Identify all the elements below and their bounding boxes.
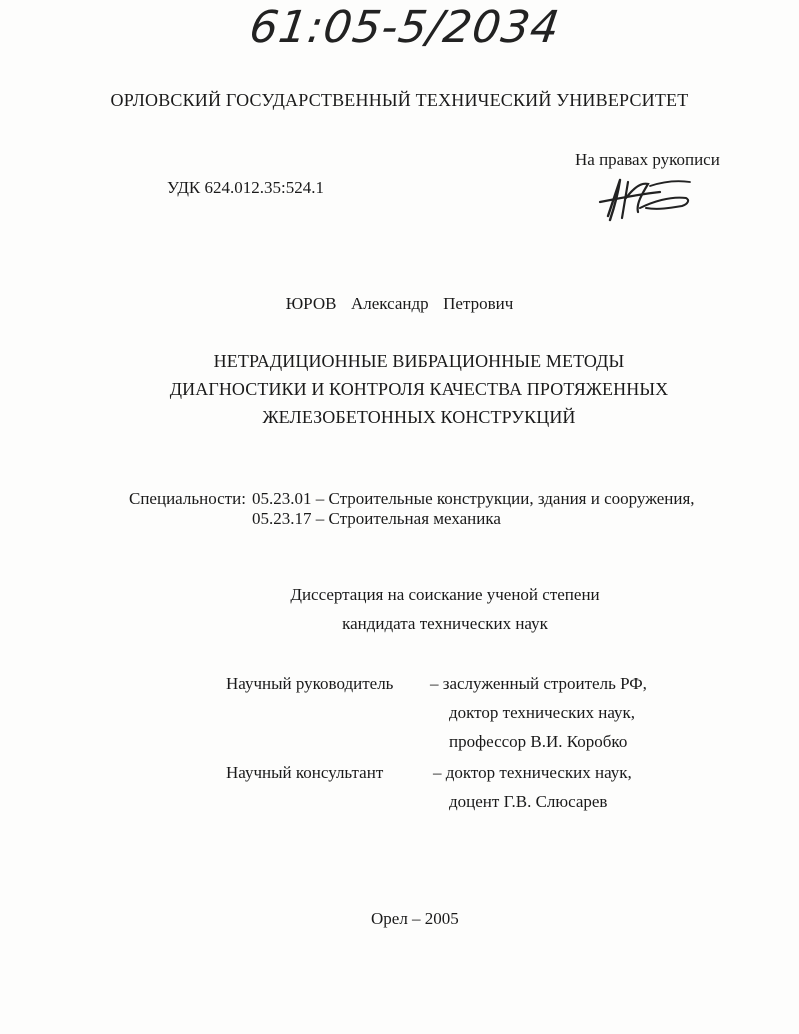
title-line: НЕТРАДИЦИОННЫЕ ВИБРАЦИОННЫЕ МЕТОДЫ xyxy=(213,351,625,371)
supervisor-label: Научный руководитель xyxy=(226,674,394,693)
consultant-label: Научный консультант xyxy=(226,763,384,782)
city-year: Орел – 2005 xyxy=(371,909,459,928)
specialty-item: 05.23.01 – Строительные конструкции, здания и сооружения, xyxy=(252,489,695,508)
university-name: ОРЛОВСКИЙ ГОСУДАРСТВЕННЫЙ ТЕХНИЧЕСКИЙ УНИВЕРСИТЕТ xyxy=(110,90,689,110)
udk-code: УДК 624.012.35:524.1 xyxy=(167,178,324,197)
consultant-line: – доктор технических наук, xyxy=(433,763,632,782)
title-line: ЖЕЛЕЗОБЕТОННЫХ КОНСТРУКЦИЙ xyxy=(262,407,576,427)
dissertation-line: Диссертация на соискание ученой степени xyxy=(290,585,600,604)
specialties-label: Специальности: xyxy=(129,489,246,508)
specialty-item: 05.23.17 – Строительная механика xyxy=(252,509,501,528)
dissertation-line: кандидата технических наук xyxy=(342,614,548,633)
author-name: ЮРОВ Александр Петрович xyxy=(285,294,514,313)
signature-icon xyxy=(590,168,700,228)
rights-notice: На правах рукописи xyxy=(575,150,720,169)
title-line: ДИАГНОСТИКИ И КОНТРОЛЯ КАЧЕСТВА ПРОТЯЖЕННЫХ xyxy=(169,379,669,399)
consultant-line: доцент Г.В. Слюсарев xyxy=(449,792,608,811)
supervisor-line: доктор технических наук, xyxy=(449,703,636,722)
supervisor-line: – заслуженный строитель РФ, xyxy=(430,674,647,693)
supervisor-line: профессор В.И. Коробко xyxy=(449,732,628,751)
archive-code: 61:05-5/2034 xyxy=(246,2,564,53)
